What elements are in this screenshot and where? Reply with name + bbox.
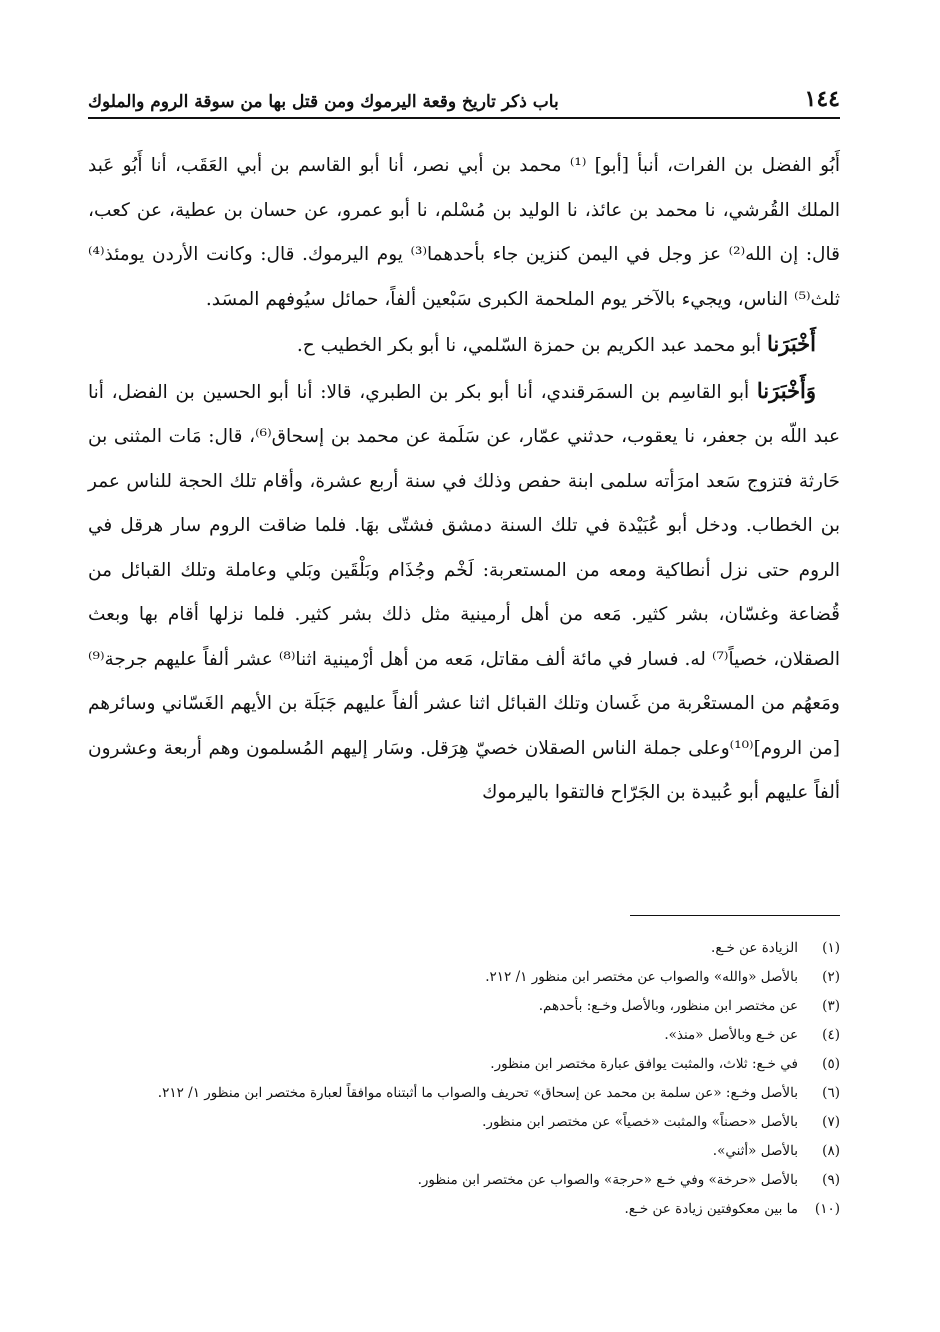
footnote-text: عن مختصر ابن منظور، وبالأصل وخـع: بأحدهم. [538, 998, 798, 1014]
footnote-1 [80, 934, 840, 963]
footnote-number: (٢) [822, 969, 840, 985]
footnote-2 [80, 963, 840, 992]
footnote-4 [80, 1021, 840, 1050]
paragraph-3-text: أبو القاسِم بن السمَرقندي، أنا أبو بكر بن الطبري، قالا: أنا أبو الحسين بن الفضل، أنا عبد اللّه بن جعفر، نا يعقوب، حدثني عمّار، عن سَلَمة عن محمد بن إسحاق⁽⁶⁾، قال: مَات المثنى بن حَارثة فتزوج سَعد امرَأته سلمى ابنة حفص وذلك في سنة أربع عشرة، وأقام تلك الحجة للناس عمر بن الخطاب. ودخل أبو عُبَيْدة في تلك السنة دمشق فشتّى بهَا. فلما ضاقت الروم سار هرقل في الروم حتى نزل أنطاكية ومعه من المستعربة: لَخْم وجُذَام وبَلْقَين وبَلي وعاملة وتلك القبائل من قُضاعة وغسّان، بشر كثير. مَعه من أهل أرمينية مثل ذلك بشر كثير. فلما نزلها أقام بها وبعث الصقلان، خصياً⁽⁷⁾ له. فسار في مائة ألف مقاتل، مَعه من أهل أرْمينية اثنا⁽⁸⁾ عشر ألفاً عليهم جرجة⁽⁹⁾ ومَعهُم من المستعْربة من غَسان وتلك القبائل اثنا عشر ألفاً عليهم جَبَلَة بن الأيهم الغَسّاني وسائرهم [من الروم]⁽¹⁰⁾وعلى جملة الناس الصقلان خصيّ هِرَقل. وسَار إليهم المُسلمون وهم أربعة وعشرون ألفاً عليهم أبو عُبيدة بن الجَرّاح فالتقوا باليرموك [88, 381, 840, 803]
paragraph-2-text: أبو محمد عبد الكريم بن حمزة السّلمي، نا أبو بكر الخطيب ح. [296, 335, 768, 356]
footnote-number: (٦) [822, 1085, 840, 1101]
footnote-separator [630, 915, 840, 916]
footnotes [80, 934, 840, 1224]
footnote-text: بالأصل «والله» والصواب عن مختصر ابن منظور ١/ ٢١٢. [485, 969, 798, 985]
footnote-3 [80, 992, 840, 1021]
footnote-number: (٤) [822, 1027, 840, 1043]
footnote-text: عن خـع وبالأصل «منذ». [664, 1027, 798, 1043]
footnote-text: بالأصل وخـع: «عن سلمة بن محمد عن إسحاق» تحريف والصواب ما أثبتناه موافقاً لعبارة مختصر ابن منظور ١/ ٢١٢. [157, 1085, 798, 1101]
paragraph-3 [88, 369, 840, 816]
paragraph-2-keyword: أَخْبَرَنا [767, 331, 816, 356]
paragraph-3-keyword: وَأَخْبَرَنا [756, 377, 816, 403]
paragraph-1: أَبُو الفضل بن الفرات، أنبأ [أبو] ⁽¹⁾ محمد بن أبي نصر، أنا أبو القاسم بن أبي العَقَب، أنا أَبُو عَبد الملك القُرشي، نا محمد بن عائذ، نا الوليد بن مُسْلم، نا أبو عمرو، عن حسان بن عطية، عن كعب، قال: إن الله⁽²⁾ عز وجل في اليمن كنزين جاء بأحدهما⁽³⁾ يوم اليرموك. قال: وكانت الأردن يومئذ⁽⁴⁾ ثلث⁽⁵⁾ الناس، ويجيء بالآخر يوم الملحمة الكبرى سَبْعين ألفاً، حمائل سيُوفهم المسَد. [88, 155, 840, 310]
page-header [88, 80, 840, 112]
footnote-6 [80, 1079, 840, 1108]
footnote-number: (٧) [822, 1114, 840, 1130]
main-text [88, 144, 840, 816]
footnote-text: بالأصل «حصناً» والمثبت «خصياً» عن مختصر ابن منظور. [482, 1114, 798, 1130]
footnote-5 [80, 1050, 840, 1079]
footnote-number: (٥) [822, 1056, 840, 1072]
footnote-number: (١) [822, 940, 840, 956]
footnote-number: (٩) [822, 1172, 840, 1188]
running-title: باب ذكر تاريخ وقعة اليرموك ومن قتل بها من سوقة الروم والملوك [88, 92, 559, 112]
footnote-7 [80, 1108, 840, 1137]
footnote-number: (٨) [822, 1143, 840, 1159]
footnote-text: ما بين معكوفتين زيادة عن خـع. [624, 1201, 798, 1217]
paragraph-2 [88, 322, 840, 369]
footnote-10 [80, 1195, 840, 1224]
page-number: ١٤٤ [804, 86, 840, 112]
footnote-text: في خـع: ثلاث، والمثبت يوافق عبارة مختصر ابن منظور. [490, 1056, 798, 1072]
footnote-9 [80, 1166, 840, 1195]
footnote-text: بالأصل «حرخة» وفي خـع «حرجة» والصواب عن مختصر ابن منظور. [417, 1172, 798, 1188]
footnote-8 [80, 1137, 840, 1166]
footnote-text: الزيادة عن خـع. [711, 940, 798, 956]
footnote-number: (٣) [822, 998, 840, 1014]
footnote-number: (١٠) [814, 1201, 840, 1217]
footnote-text: بالأصل «أثني». [712, 1143, 798, 1159]
header-rule [88, 117, 840, 119]
